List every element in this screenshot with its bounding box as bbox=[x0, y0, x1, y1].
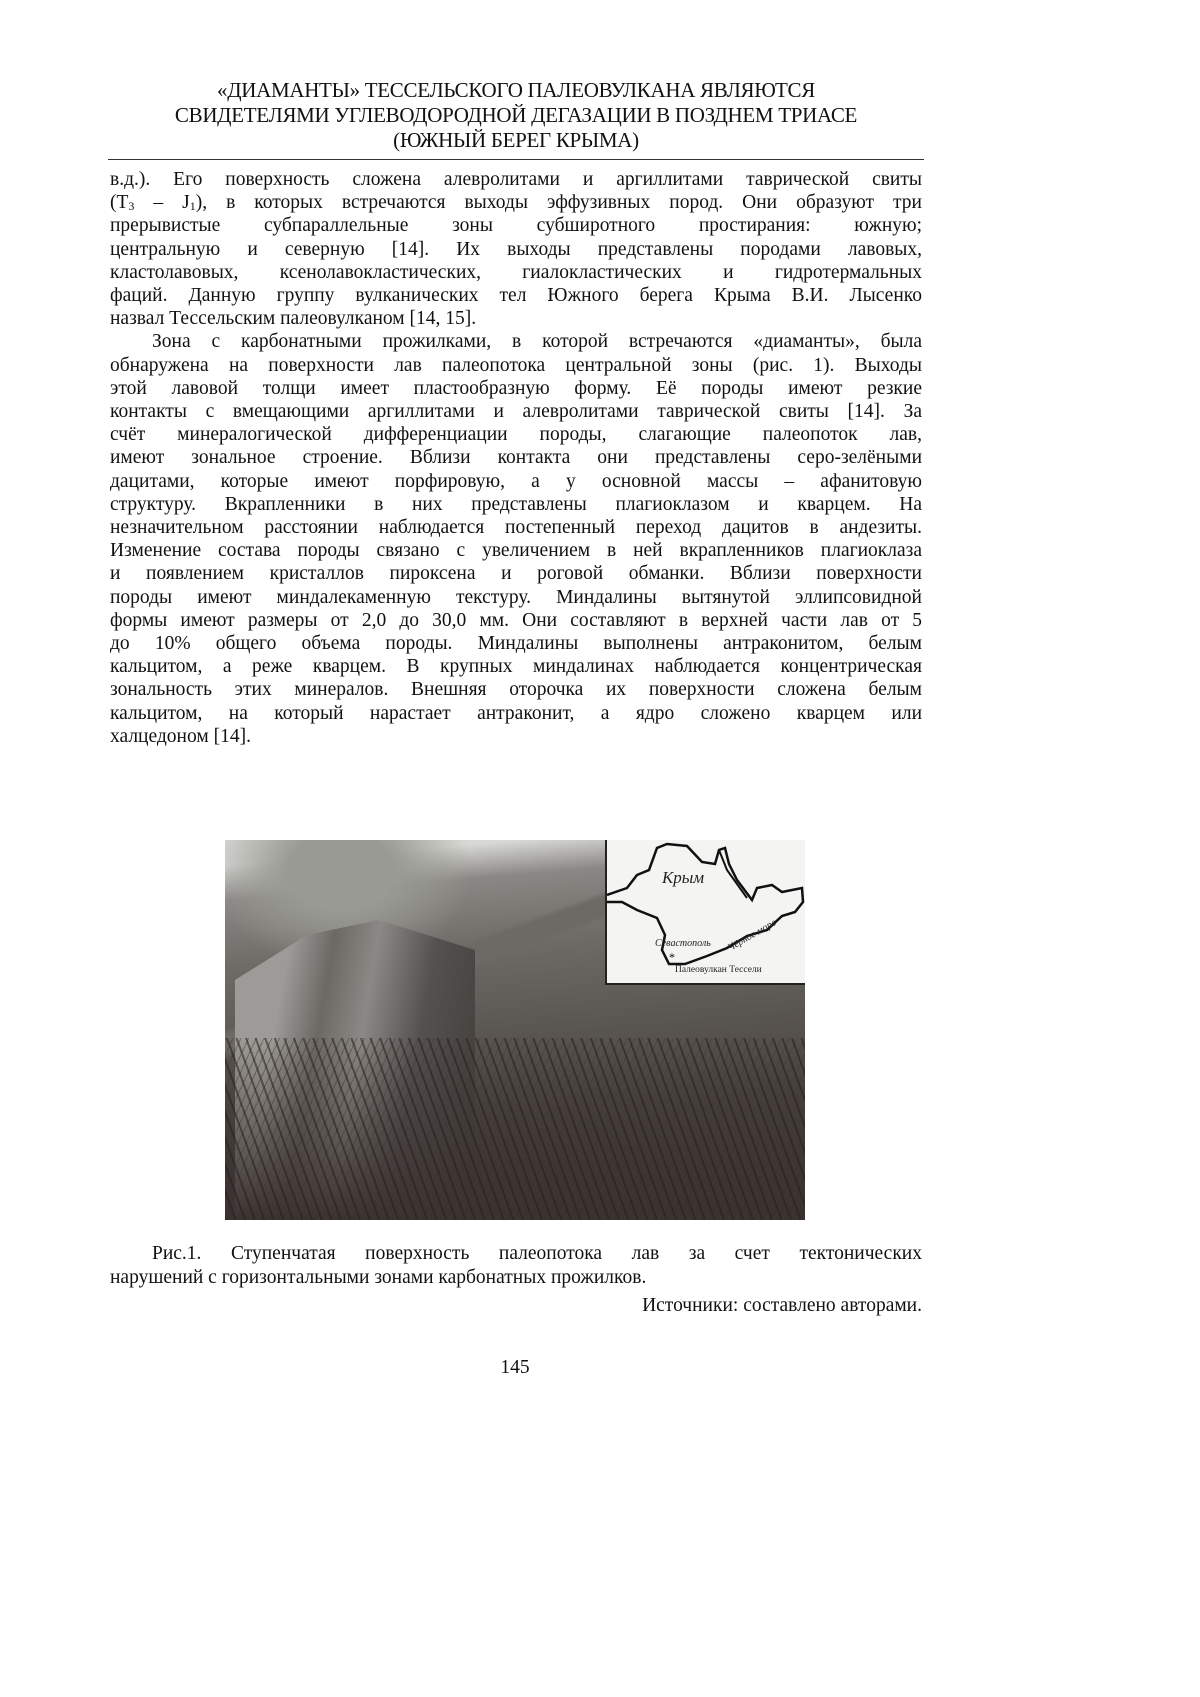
header-divider bbox=[108, 159, 924, 160]
text-line: прерывистые субпараллельные зоны субширотного простирания: южную; bbox=[110, 214, 922, 237]
map-label-crimea: Крым bbox=[662, 868, 704, 888]
text-fragment: – J bbox=[134, 192, 189, 213]
paragraph-1 bbox=[110, 168, 922, 330]
text-line: и появлением кристаллов пироксена и роговой обманки. Вблизи поверхности bbox=[110, 562, 922, 585]
tessel-marker-icon: * bbox=[669, 950, 675, 964]
text-line: Изменение состава породы связано с увеличением в ней вкрапленников плагиоклаза bbox=[110, 539, 922, 562]
figure-source: Источники: составлено авторами. bbox=[642, 1295, 922, 1317]
shrubs bbox=[225, 1038, 805, 1220]
text-line: имеют зональное строение. Вблизи контакта они представлены серо-зелёными bbox=[110, 446, 922, 469]
text-fragment: ), в которых встречаются выходы эффузивных пород. Они образуют три bbox=[196, 192, 922, 213]
title-line: «ДИАМАНТЫ» ТЕССЕЛЬСКОГО ПАЛЕОВУЛКАНА ЯВЛЯЮТСЯ bbox=[108, 78, 924, 103]
crimea-outline bbox=[607, 840, 805, 983]
map-label-black-sea: Чёрное море bbox=[726, 917, 778, 954]
text-line: контакты с вмещающими аргиллитами и алевролитами таврической свиты [14]. За bbox=[110, 400, 922, 423]
caption-line: Рис.1. Ступенчатая поверхность палеопотока лав за счет тектонических bbox=[110, 1242, 922, 1266]
text-line: структуру. Вкрапленники в них представлены плагиоклазом и кварцем. На bbox=[110, 493, 922, 516]
figure-photo-lava-flow bbox=[225, 840, 805, 1220]
title-line: (ЮЖНЫЙ БЕРЕГ КРЫМА) bbox=[108, 128, 924, 153]
page-number: 145 bbox=[0, 1357, 1030, 1379]
text-line: кальцитом, а реже кварцем. В крупных миндалинах наблюдается концентрическая bbox=[110, 655, 922, 678]
caption-line: нарушений с горизонтальными зонами карбонатных прожилков. bbox=[110, 1266, 922, 1290]
text-line: породы имеют миндалекаменную текстуру. Миндалины вытянутой эллипсовидной bbox=[110, 586, 922, 609]
text-line: до 10% общего объема породы. Миндалины выполнены антраконитом, белым bbox=[110, 632, 922, 655]
text-line: халцедоном [14]. bbox=[110, 725, 922, 748]
text-line: счёт минералогической дифференциации породы, слагающие палеопоток лав, bbox=[110, 423, 922, 446]
text-line: в.д.). Его поверхность сложена алевролитами и аргиллитами таврической свиты bbox=[110, 168, 922, 191]
text-line: кальцитом, на который нарастает антраконит, а ядро сложено кварцем или bbox=[110, 702, 922, 725]
text-line: этой лавовой толщи имеет пластообразную форму. Её породы имеют резкие bbox=[110, 377, 922, 400]
text-line: зональность этих минералов. Внешняя оторочка их поверхности сложена белым bbox=[110, 678, 922, 701]
text-line: фаций. Данную группу вулканических тел Южного берега Крыма В.И. Лысенко bbox=[110, 284, 922, 307]
text-line: назвал Тессельским палеовулканом [14, 15]. bbox=[110, 307, 922, 330]
subscript: 3 bbox=[128, 199, 134, 213]
map-label-sevastopol: Севастополь bbox=[655, 938, 711, 949]
text-fragment: (T bbox=[110, 192, 128, 213]
crimea-map-inset bbox=[605, 840, 805, 985]
text-line bbox=[110, 191, 922, 214]
body-text bbox=[110, 168, 922, 748]
text-line: формы имеют размеры от 2,0 до 30,0 мм. Они составляют в верхней части лав от 5 bbox=[110, 609, 922, 632]
figure-caption bbox=[110, 1242, 922, 1290]
running-header-title bbox=[108, 78, 924, 153]
text-line: незначительном расстоянии наблюдается постепенный переход дацитов в андезиты. bbox=[110, 516, 922, 539]
paragraph-2 bbox=[110, 330, 922, 748]
text-line: центральную и северную [14]. Их выходы представлены породами лавовых, bbox=[110, 238, 922, 261]
title-line: СВИДЕТЕЛЯМИ УГЛЕВОДОРОДНОЙ ДЕГАЗАЦИИ В ПОЗДНЕМ ТРИАСЕ bbox=[108, 103, 924, 128]
text-line: дацитами, которые имеют порфировую, а у основной массы – афанитовую bbox=[110, 470, 922, 493]
text-line: Зона с карбонатными прожилками, в которой встречаются «диаманты», была bbox=[110, 330, 922, 353]
text-line: обнаружена на поверхности лав палеопотока центральной зоны (рис. 1). Выходы bbox=[110, 354, 922, 377]
map-label-volcano: Палеовулкан Тессели bbox=[675, 965, 762, 975]
subscript: 1 bbox=[190, 199, 196, 213]
text-line: кластолавовых, ксенолавокластических, гиалокластических и гидротермальных bbox=[110, 261, 922, 284]
